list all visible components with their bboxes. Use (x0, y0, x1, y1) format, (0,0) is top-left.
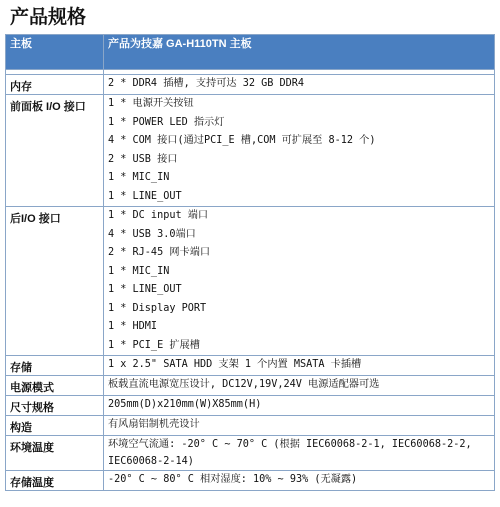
spec-line: 1 * LINE_OUT (108, 284, 182, 295)
row-key: 电源模式 (6, 376, 104, 396)
spec-line: -20° C ~ 80° C 相对湿度: 10% ~ 93% (无凝露) (108, 474, 358, 485)
row-key: 前面板 I/O 接口 (6, 95, 104, 207)
row-key: 存储 (6, 356, 104, 376)
row-key: 尺寸规格 (6, 396, 104, 416)
table-row (6, 75, 495, 95)
row-value (104, 75, 495, 95)
spec-line: 1 * POWER LED 指示灯 (108, 116, 225, 128)
table-row (6, 376, 495, 396)
row-value (104, 471, 495, 491)
spec-line: 有风扇铝制机壳设计 (108, 419, 200, 430)
table-header-row (6, 35, 495, 70)
row-key: 存储温度 (6, 471, 104, 491)
row-key: 内存 (6, 75, 104, 95)
row-value (104, 396, 495, 416)
spec-line: 1 * MIC_IN (108, 265, 170, 277)
spec-line: 4 * USB 3.0端口 (108, 228, 196, 240)
row-key: 构造 (6, 416, 104, 436)
row-value (104, 95, 495, 207)
table-row (6, 471, 495, 491)
page-title: 产品规格 (10, 6, 87, 28)
spec-line: 2 * RJ-45 网卡端口 (108, 247, 211, 258)
table-row (6, 396, 495, 416)
spec-line: 4 * COM 接口(通过PCI_E 槽,COM 可扩展至 8-12 个) (108, 135, 376, 146)
row-value (104, 436, 495, 471)
row-key: 后I/O 接口 (6, 207, 104, 356)
row-key: 环境温度 (6, 436, 104, 471)
header-key: 主板 (6, 35, 104, 70)
table-row (6, 436, 495, 471)
table-row (6, 95, 495, 207)
spec-line: 板载直流电源宽压设计, DC12V,19V,24V 电源适配器可选 (108, 379, 380, 390)
spec-line: 1 * HDMI (108, 321, 158, 332)
spec-line: 1 * LINE_OUT (108, 190, 182, 202)
row-value (104, 416, 495, 436)
spec-line: 1 * DC input 端口 (108, 210, 209, 221)
row-value (104, 356, 495, 376)
spec-line: 2 * USB 接口 (108, 153, 178, 165)
header-value: 产品为技嘉 GA-H110TN 主板 (104, 35, 495, 70)
table-row (6, 207, 495, 356)
spec-line: 205mm(D)x210mm(W)X85mm(H) (108, 399, 262, 410)
spec-line: 1 * MIC_IN (108, 172, 170, 183)
row-value (104, 376, 495, 396)
spec-table (5, 34, 495, 491)
spec-line: 2 * DDR4 插槽, 支持可达 32 GB DDR4 (108, 78, 305, 89)
table-row (6, 416, 495, 436)
spec-line: 1 * Display PORT (108, 302, 207, 314)
row-value (104, 207, 495, 356)
spec-line: 1 * PCI_E 扩展槽 (108, 339, 200, 351)
spec-line: 1 * 电源开关按钮 (108, 98, 194, 109)
spec-line: 1 x 2.5" SATA HDD 支架 1 个内置 MSATA 卡插槽 (108, 359, 362, 370)
table-row (6, 356, 495, 376)
spec-line: 环境空气流通: -20° C ~ 70° C (根据 IEC60068-2-1, IEC60068-2-2, IEC60068-2-14) (108, 439, 472, 467)
